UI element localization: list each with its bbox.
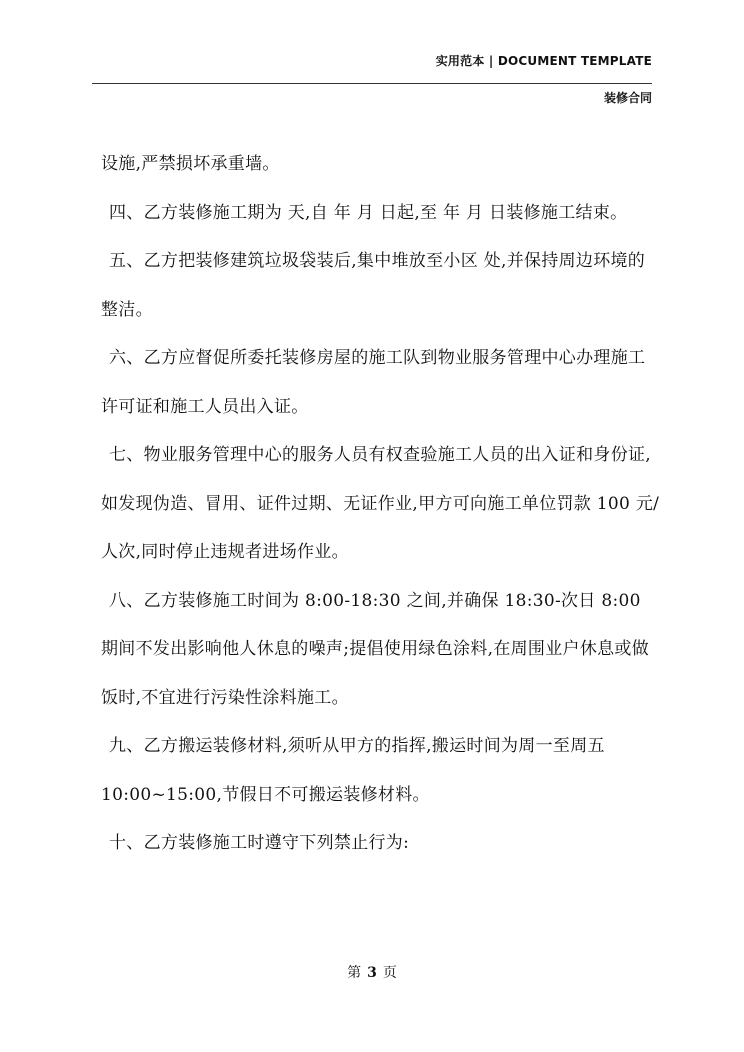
document-header-title: 实用范本 | DOCUMENT TEMPLATE	[435, 54, 652, 68]
paragraph-clause-7: 七、物业服务管理中心的服务人员有权查验施工人员的出入证和身份证,如发现伪造、冒用、证件过期、无证作业,甲方可向施工单位罚款 100 元/人次,同时停止违规者进场作业。	[101, 445, 660, 562]
page-footer	[0, 962, 744, 982]
paragraph-clause-5: 五、乙方把装修建筑垃圾袋装后,集中堆放至小区 处,并保持周边环境的整洁。	[101, 251, 646, 320]
paragraph-clause-6: 六、乙方应督促所委托装修房屋的施工队到物业服务管理中心办理施工许可证和施工人员出入证。	[101, 348, 646, 417]
paragraph-continuation: 设施,严禁损坏承重墙。	[101, 154, 280, 174]
paragraph-clause-9: 九、乙方搬运装修材料,须听从甲方的指挥,搬运时间为周一至周五 10:00~15:00,节假日不可搬运装修材料。	[101, 736, 605, 805]
paragraph-clause-10: 十、乙方装修施工时遵守下列禁止行为:	[109, 833, 410, 853]
page-footer-prefix: 第	[347, 965, 362, 981]
page-number: 3	[367, 965, 377, 981]
paragraph-clause-8: 八、乙方装修施工时间为 8:00-18:30 之间,并确保 18:30-次日 8:00 期间不发出影响他人休息的噪声;提倡使用绿色涂料,在周围业户休息或做饭时,不宜进行污染性涂料施工。	[101, 590, 650, 708]
paragraph-clause-4: 四、乙方装修施工期为 天,自 年 月 日起,至 年 月 日装修施工结束。	[109, 202, 628, 223]
page-footer-suffix: 页	[382, 965, 397, 981]
document-body	[101, 140, 661, 868]
document-header-subtitle: 装修合同	[603, 91, 652, 105]
header-divider	[92, 83, 652, 84]
